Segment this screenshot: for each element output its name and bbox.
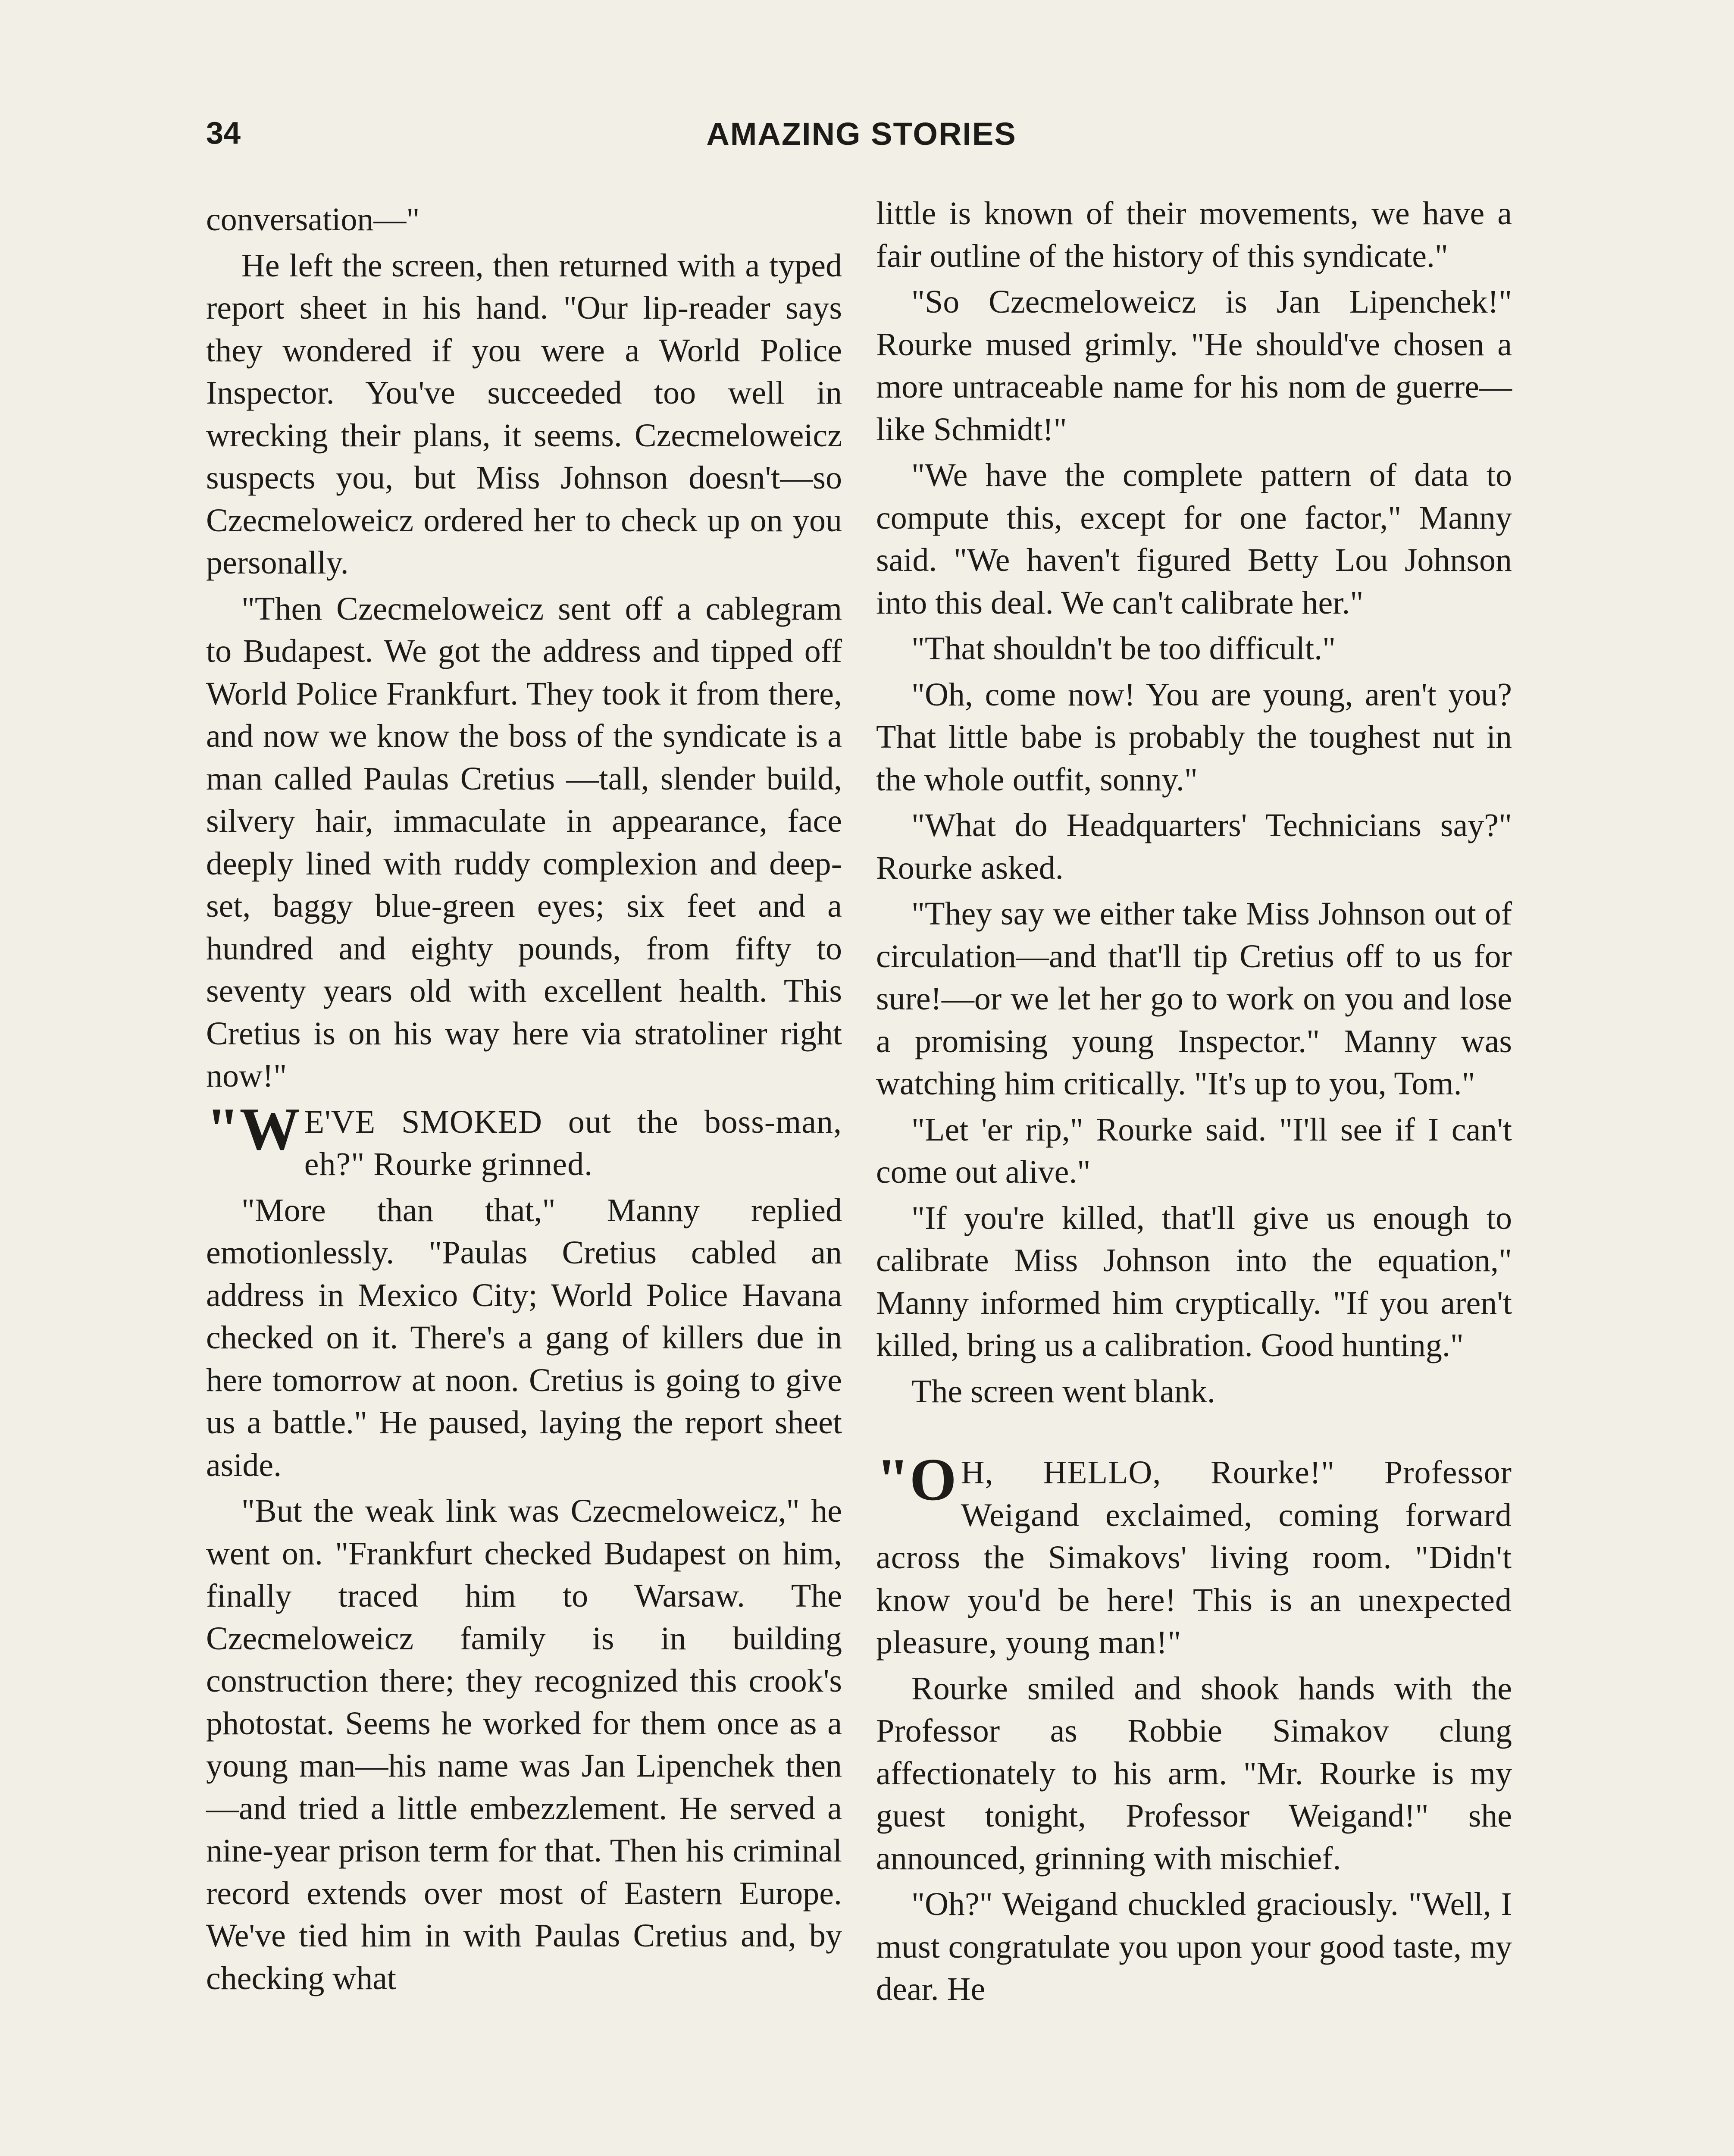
right-column [876, 192, 1512, 2014]
paragraph: conversation—" [206, 201, 420, 238]
running-title: AMAZING STORIES [706, 116, 1017, 152]
section-opening-paragraph [876, 1446, 1512, 1664]
drop-cap-continuation: E'VE SMOKED out the boss-man, eh?" Rourke grinned. [304, 1103, 842, 1182]
section-opening-paragraph [206, 1095, 842, 1186]
page-number: 34 [206, 116, 241, 150]
paragraph: "What do Headquarters' Technicians say?" Rourke asked. [876, 807, 1512, 886]
drop-cap: "W [206, 1095, 300, 1163]
paragraph: Rourke smiled and shook hands with the Professor as Robbie Simakov clung affectionately to his arm. "Mr. Rourke is my guest tonight, Professor Weigand!" she announced, grinning with mischief. [876, 1670, 1512, 1877]
left-column [206, 198, 842, 2003]
paragraph: "We have the complete pattern of data to compute this, except for one factor," Manny said. "We haven't figured Betty Lou Johnson into this deal. We can't calibrate her." [876, 457, 1512, 621]
paragraph: "Let 'er rip," Rourke said. "I'll see if I can't come out alive." [876, 1111, 1512, 1190]
paragraph: The screen went blank. [911, 1373, 1215, 1410]
paragraph: "More than that," Manny replied emotionlessly. "Paulas Cretius cabled an address in Mexico City; World Police Havana checked on it. There's a gang of killers due in here tomorrow at noon. Cretius is going to give us a battle." He paused, laying the report sheet aside. [206, 1192, 842, 1483]
paragraph: "That shouldn't be too difficult." [911, 630, 1336, 667]
drop-cap: "O [876, 1446, 957, 1513]
paragraph: "But the weak link was Czecmeloweicz," he went on. "Frankfurt checked Budapest on him, finally traced him to Warsaw. The Czecmeloweicz family is in building construction there; they recognized this crook's photostat. Seems he worked for them once as a young man—his name was Jan Lipenchek then—and tried a little embezzlement. He served a nine-year prison term for that. Then his criminal record extends over most of Eastern Europe. We've tied him in with Paulas Cretius and, by checking what [206, 1493, 842, 1996]
paragraph: "Oh?" Weigand chuckled graciously. "Well, I must congratulate you upon your good taste, my dear. He [876, 1886, 1512, 2007]
paragraph: "Oh, come now! You are young, aren't you? That little babe is probably the toughest nut in the whole outfit, sonny." [876, 676, 1512, 798]
paragraph: little is known of their movements, we have a fair outline of the history of this syndicate." [876, 195, 1512, 274]
paragraph: He left the screen, then returned with a typed report sheet in his hand. "Our lip-reader says they wondered if you were a World Police Inspector. You've succeeded too well in wrecking their plans, it seems. Czecmeloweicz suspects you, but Miss Johnson doesn't—so Czecmeloweicz ordered her to check up on you personally. [206, 247, 842, 581]
drop-cap-continuation: H, HELLO, Rourke!" Professor Weigand exclaimed, coming forward across the Simakovs' living room. "Didn't know you'd be here! This is an unexpected pleasure, young man!" [876, 1454, 1512, 1661]
page-header [206, 116, 1517, 163]
paragraph: "Then Czecmeloweicz sent off a cablegram to Budapest. We got the address and tipped off World Police Frankfurt. They took it from there, and now we know the boss of the syndicate is a man called Paulas Cretius —tall, slender build, silvery hair, immaculate in appearance, face deeply lined with ruddy complexion and deep-set, baggy blue-green eyes; six feet and a hundred and eighty pounds, from fifty to seventy years old with excellent health. This Cretius is on his way here via stratoliner right now!" [206, 590, 842, 1094]
paragraph: "So Czecmeloweicz is Jan Lipenchek!" Rourke mused grimly. "He should've chosen a more untraceable name for his nom de guerre—like Schmidt!" [876, 284, 1512, 448]
paragraph: "If you're killed, that'll give us enough to calibrate Miss Johnson into the equation," Manny informed him cryptically. "If you aren't killed, bring us a calibration. Good hunting." [876, 1200, 1512, 1363]
paragraph: "They say we either take Miss Johnson out of circulation—and that'll tip Cretius off to us for sure!—or we let her go to work on you and lose a promising young Inspector." Manny was watching him critically. "It's up to you, Tom." [876, 896, 1512, 1102]
